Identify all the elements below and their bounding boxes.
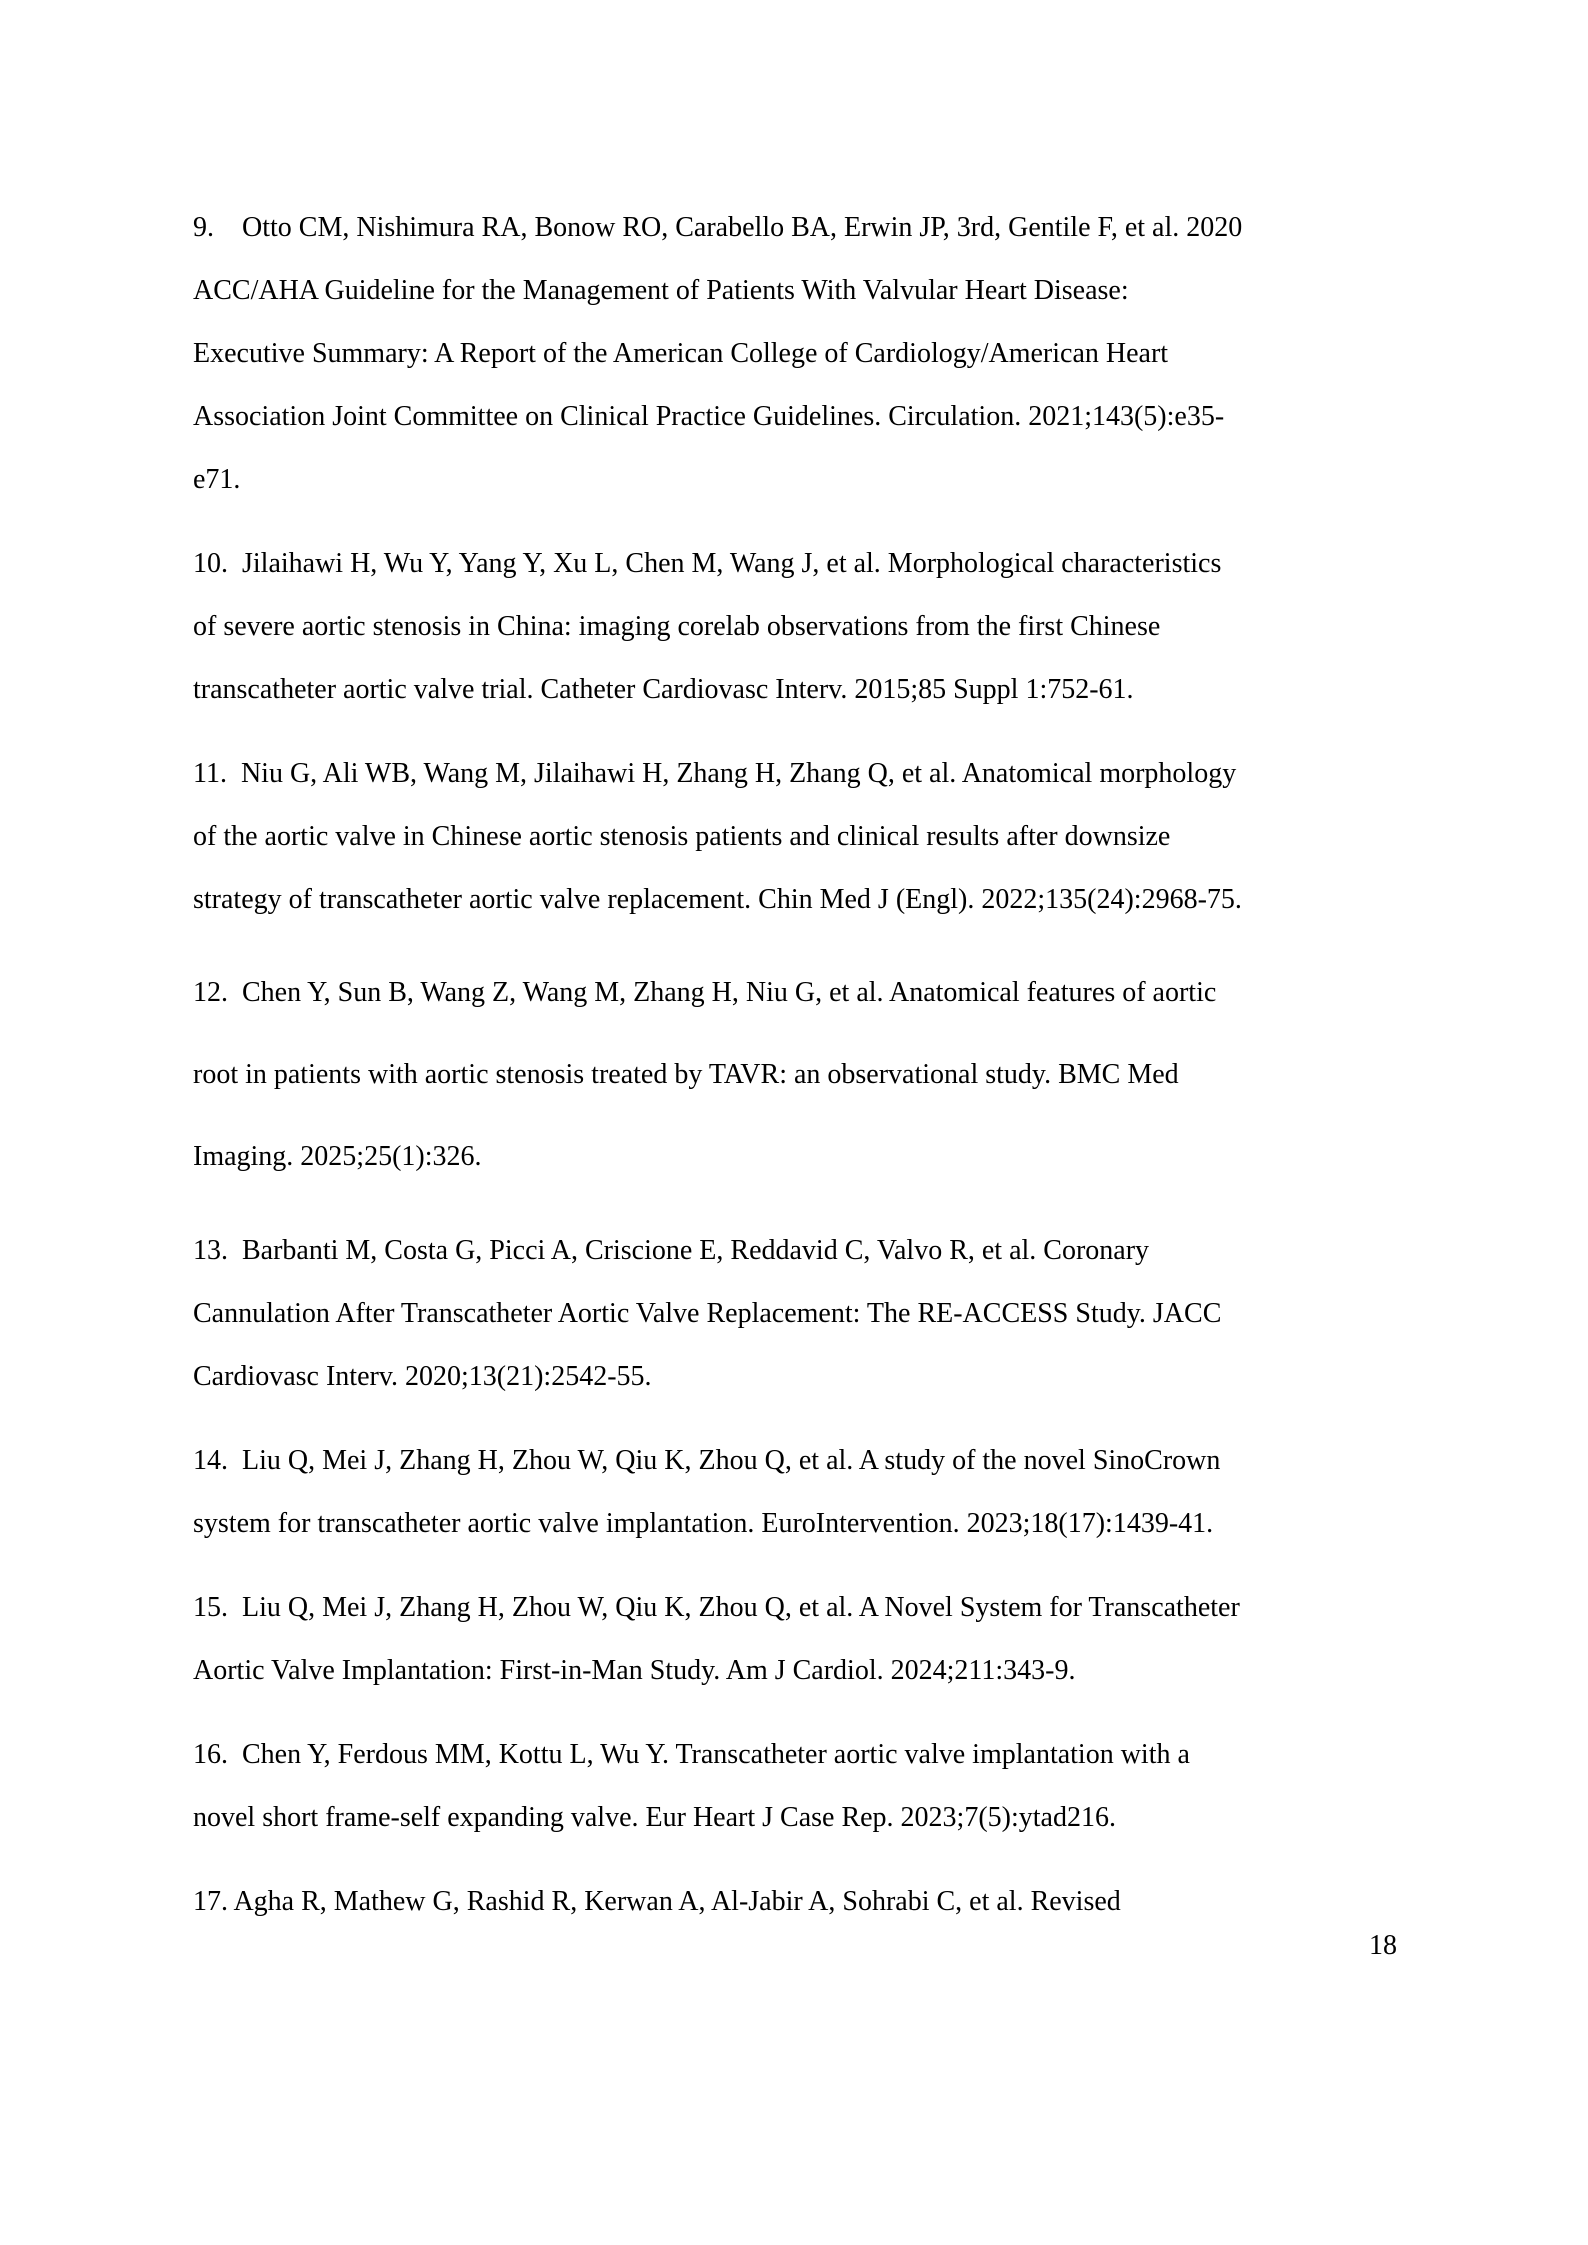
reference-line: 10. Jilaihawi H, Wu Y, Yang Y, Xu L, Chen M, Wang J, et al. Morphological characteristics xyxy=(193,548,1222,579)
reference-line: 14. Liu Q, Mei J, Zhang H, Zhou W, Qiu K, Zhou Q, et al. A study of the novel SinoCrown xyxy=(193,1445,1221,1476)
reference-item xyxy=(193,1219,1453,1408)
reference-line: of the aortic valve in Chinese aortic stenosis patients and clinical results after downsize xyxy=(193,821,1171,852)
reference-line: 13. Barbanti M, Costa G, Picci A, Criscione E, Reddavid C, Valvo R, et al. Coronary xyxy=(193,1235,1150,1266)
reference-line: 11. Niu G, Ali WB, Wang M, Jilaihawi H, Zhang H, Zhang Q, et al. Anatomical morphology xyxy=(193,758,1237,789)
reference-item xyxy=(193,1723,1453,1849)
reference-line: ACC/AHA Guideline for the Management of Patients With Valvular Heart Disease: xyxy=(193,275,1129,306)
reference-line: 16. Chen Y, Ferdous MM, Kottu L, Wu Y. Transcatheter aortic valve implantation with a xyxy=(193,1739,1190,1770)
reference-line: Association Joint Committee on Clinical Practice Guidelines. Circulation. 2021;143(5):e35- xyxy=(193,401,1225,432)
reference-line: 17. Agha R, Mathew G, Rashid R, Kerwan A, Al-Jabir A, Sohrabi C, et al. Revised xyxy=(193,1886,1121,1917)
reference-line: transcatheter aortic valve trial. Catheter Cardiovasc Interv. 2015;85 Suppl 1:752-61. xyxy=(193,674,1134,705)
reference-line: Cannulation After Transcatheter Aortic Valve Replacement: The RE-ACCESS Study. JACC xyxy=(193,1298,1222,1329)
reference-line: of severe aortic stenosis in China: imaging corelab observations from the first Chinese xyxy=(193,611,1161,642)
reference-item xyxy=(193,1870,1453,1933)
reference-line: 9. Otto CM, Nishimura RA, Bonow RO, Carabello BA, Erwin JP, 3rd, Gentile F, et al. 2020 xyxy=(193,212,1243,243)
reference-line: strategy of transcatheter aortic valve replacement. Chin Med J (Engl). 2022;135(24):2968-75. xyxy=(193,884,1242,915)
reference-item xyxy=(193,742,1453,931)
reference-line: Aortic Valve Implantation: First-in-Man Study. Am J Cardiol. 2024;211:343-9. xyxy=(193,1655,1076,1686)
reference-line: 12. Chen Y, Sun B, Wang Z, Wang M, Zhang H, Niu G, et al. Anatomical features of aortic xyxy=(193,977,1217,1008)
reference-item xyxy=(193,1429,1453,1555)
reference-line: e71. xyxy=(193,464,241,495)
reference-line: 15. Liu Q, Mei J, Zhang H, Zhou W, Qiu K, Zhou Q, et al. A Novel System for Transcatheter xyxy=(193,1592,1240,1623)
reference-item xyxy=(193,196,1453,511)
references-list xyxy=(193,196,1453,1954)
reference-item xyxy=(193,952,1453,1198)
reference-line: root in patients with aortic stenosis treated by TAVR: an observational study. BMC Med xyxy=(193,1059,1179,1090)
reference-item xyxy=(193,532,1453,721)
reference-line: Executive Summary: A Report of the American College of Cardiology/American Heart xyxy=(193,338,1169,369)
reference-line: novel short frame-self expanding valve. Eur Heart J Case Rep. 2023;7(5):ytad216. xyxy=(193,1802,1116,1833)
reference-line: Imaging. 2025;25(1):326. xyxy=(193,1141,482,1172)
page-number: 18 xyxy=(1369,1930,1397,1961)
reference-line: Cardiovasc Interv. 2020;13(21):2542-55. xyxy=(193,1361,652,1392)
reference-line: system for transcatheter aortic valve implantation. EuroIntervention. 2023;18(17):1439-41. xyxy=(193,1508,1214,1539)
reference-item xyxy=(193,1576,1453,1702)
